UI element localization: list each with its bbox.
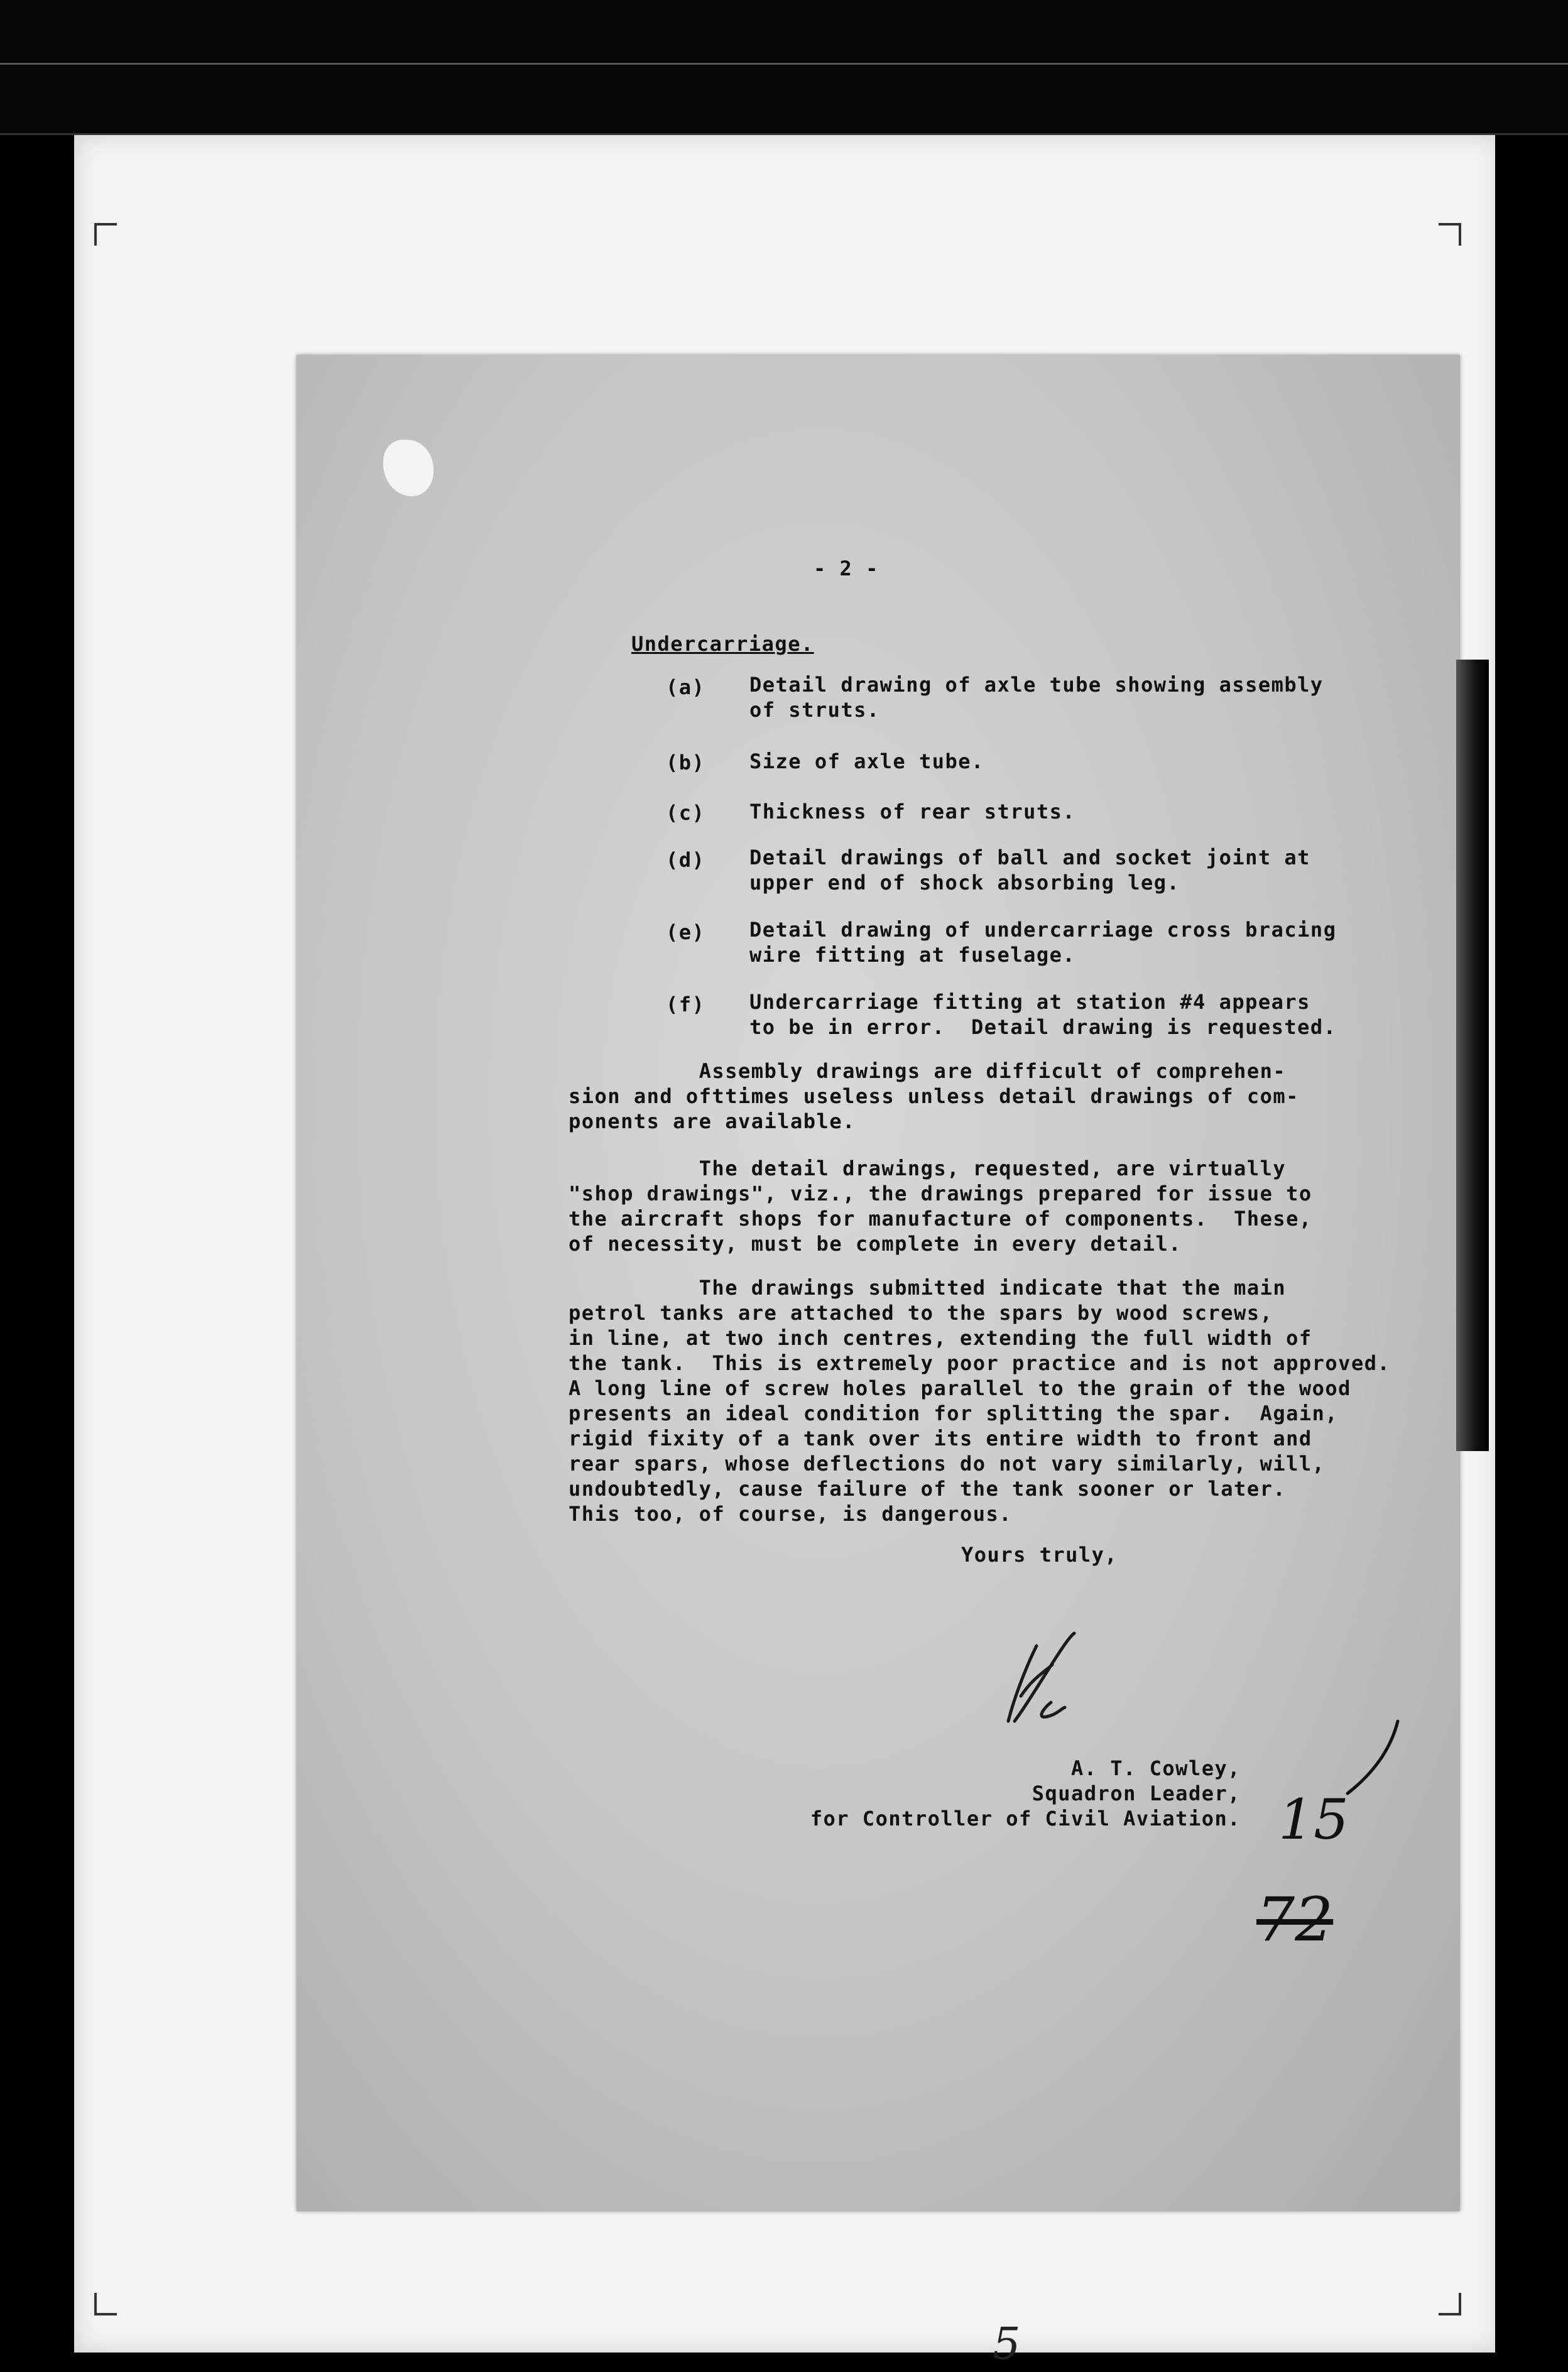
sheet-edge-shadow — [1456, 660, 1489, 1451]
signature-block: A. T. Cowley, Squadron Leader, for Controller of Civil Aviation. — [810, 1756, 1241, 1831]
item-text: Size of axle tube. — [749, 749, 984, 773]
item-text: Thickness of rear struts. — [749, 800, 1076, 824]
pen-stroke-icon — [1338, 1715, 1407, 1803]
item-label: (f) — [666, 993, 705, 1016]
item-label: (e) — [666, 920, 705, 944]
film-border-top — [0, 0, 1568, 135]
film-line — [0, 63, 1568, 65]
corner-mark — [94, 2293, 117, 2315]
item-text: Detail drawings of ball and socket joint at upper end of shock absorbing leg. — [749, 846, 1310, 895]
closing-salutation: Yours truly, — [961, 1543, 1118, 1567]
body-paragraph: The drawings submitted indicate that the main petrol tanks are attached to the spars by wood screws, in line, at two inch centres, extending the full width of the tank. This is extremely poor practice and is not approved. A long line of screw holes parallel to the grain of the wood presents an ideal condition for splitting the spar. Again, rigid fixity of a tank over its entire width to front and rear spars, whose deflections do not vary similarly, will, undoubtedly, cause failure of the tank sooner or later. This too, of course, is dangerous. — [569, 1276, 1391, 1526]
item-label: (a) — [666, 675, 705, 699]
corner-mark — [1439, 223, 1461, 246]
film-border-right — [1495, 135, 1568, 2372]
section-heading: Undercarriage. — [631, 632, 814, 656]
handwritten-number: 72 — [1256, 1885, 1334, 1955]
body-paragraph: Assembly drawings are difficult of comprehen- sion and ofttimes useless unless detail drawings of com- ponents are available. — [569, 1059, 1299, 1133]
handwritten-number: 15 — [1278, 1787, 1349, 1852]
corner-mark — [94, 223, 117, 246]
item-label: (d) — [666, 848, 705, 872]
signature-initials-icon — [977, 1627, 1090, 1740]
page-number: - 2 - — [814, 557, 879, 580]
item-label: (c) — [666, 801, 705, 825]
item-text: Detail drawing of undercarriage cross bracing wire fitting at fuselage. — [749, 918, 1337, 967]
body-paragraph: The detail drawings, requested, are virtually "shop drawings", viz., the drawings prepared for issue to the aircraft shops for manufacture of components. These, of necessity, must be complete in every detail. — [569, 1156, 1312, 1256]
bottom-mark: 5 — [993, 2318, 1021, 2369]
corner-mark — [1439, 2293, 1461, 2315]
item-text: Detail drawing of axle tube showing assembly of struts. — [749, 673, 1324, 722]
item-label: (b) — [666, 751, 705, 775]
item-text: Undercarriage fitting at station #4 appears to be in error. Detail drawing is requested. — [749, 990, 1337, 1039]
